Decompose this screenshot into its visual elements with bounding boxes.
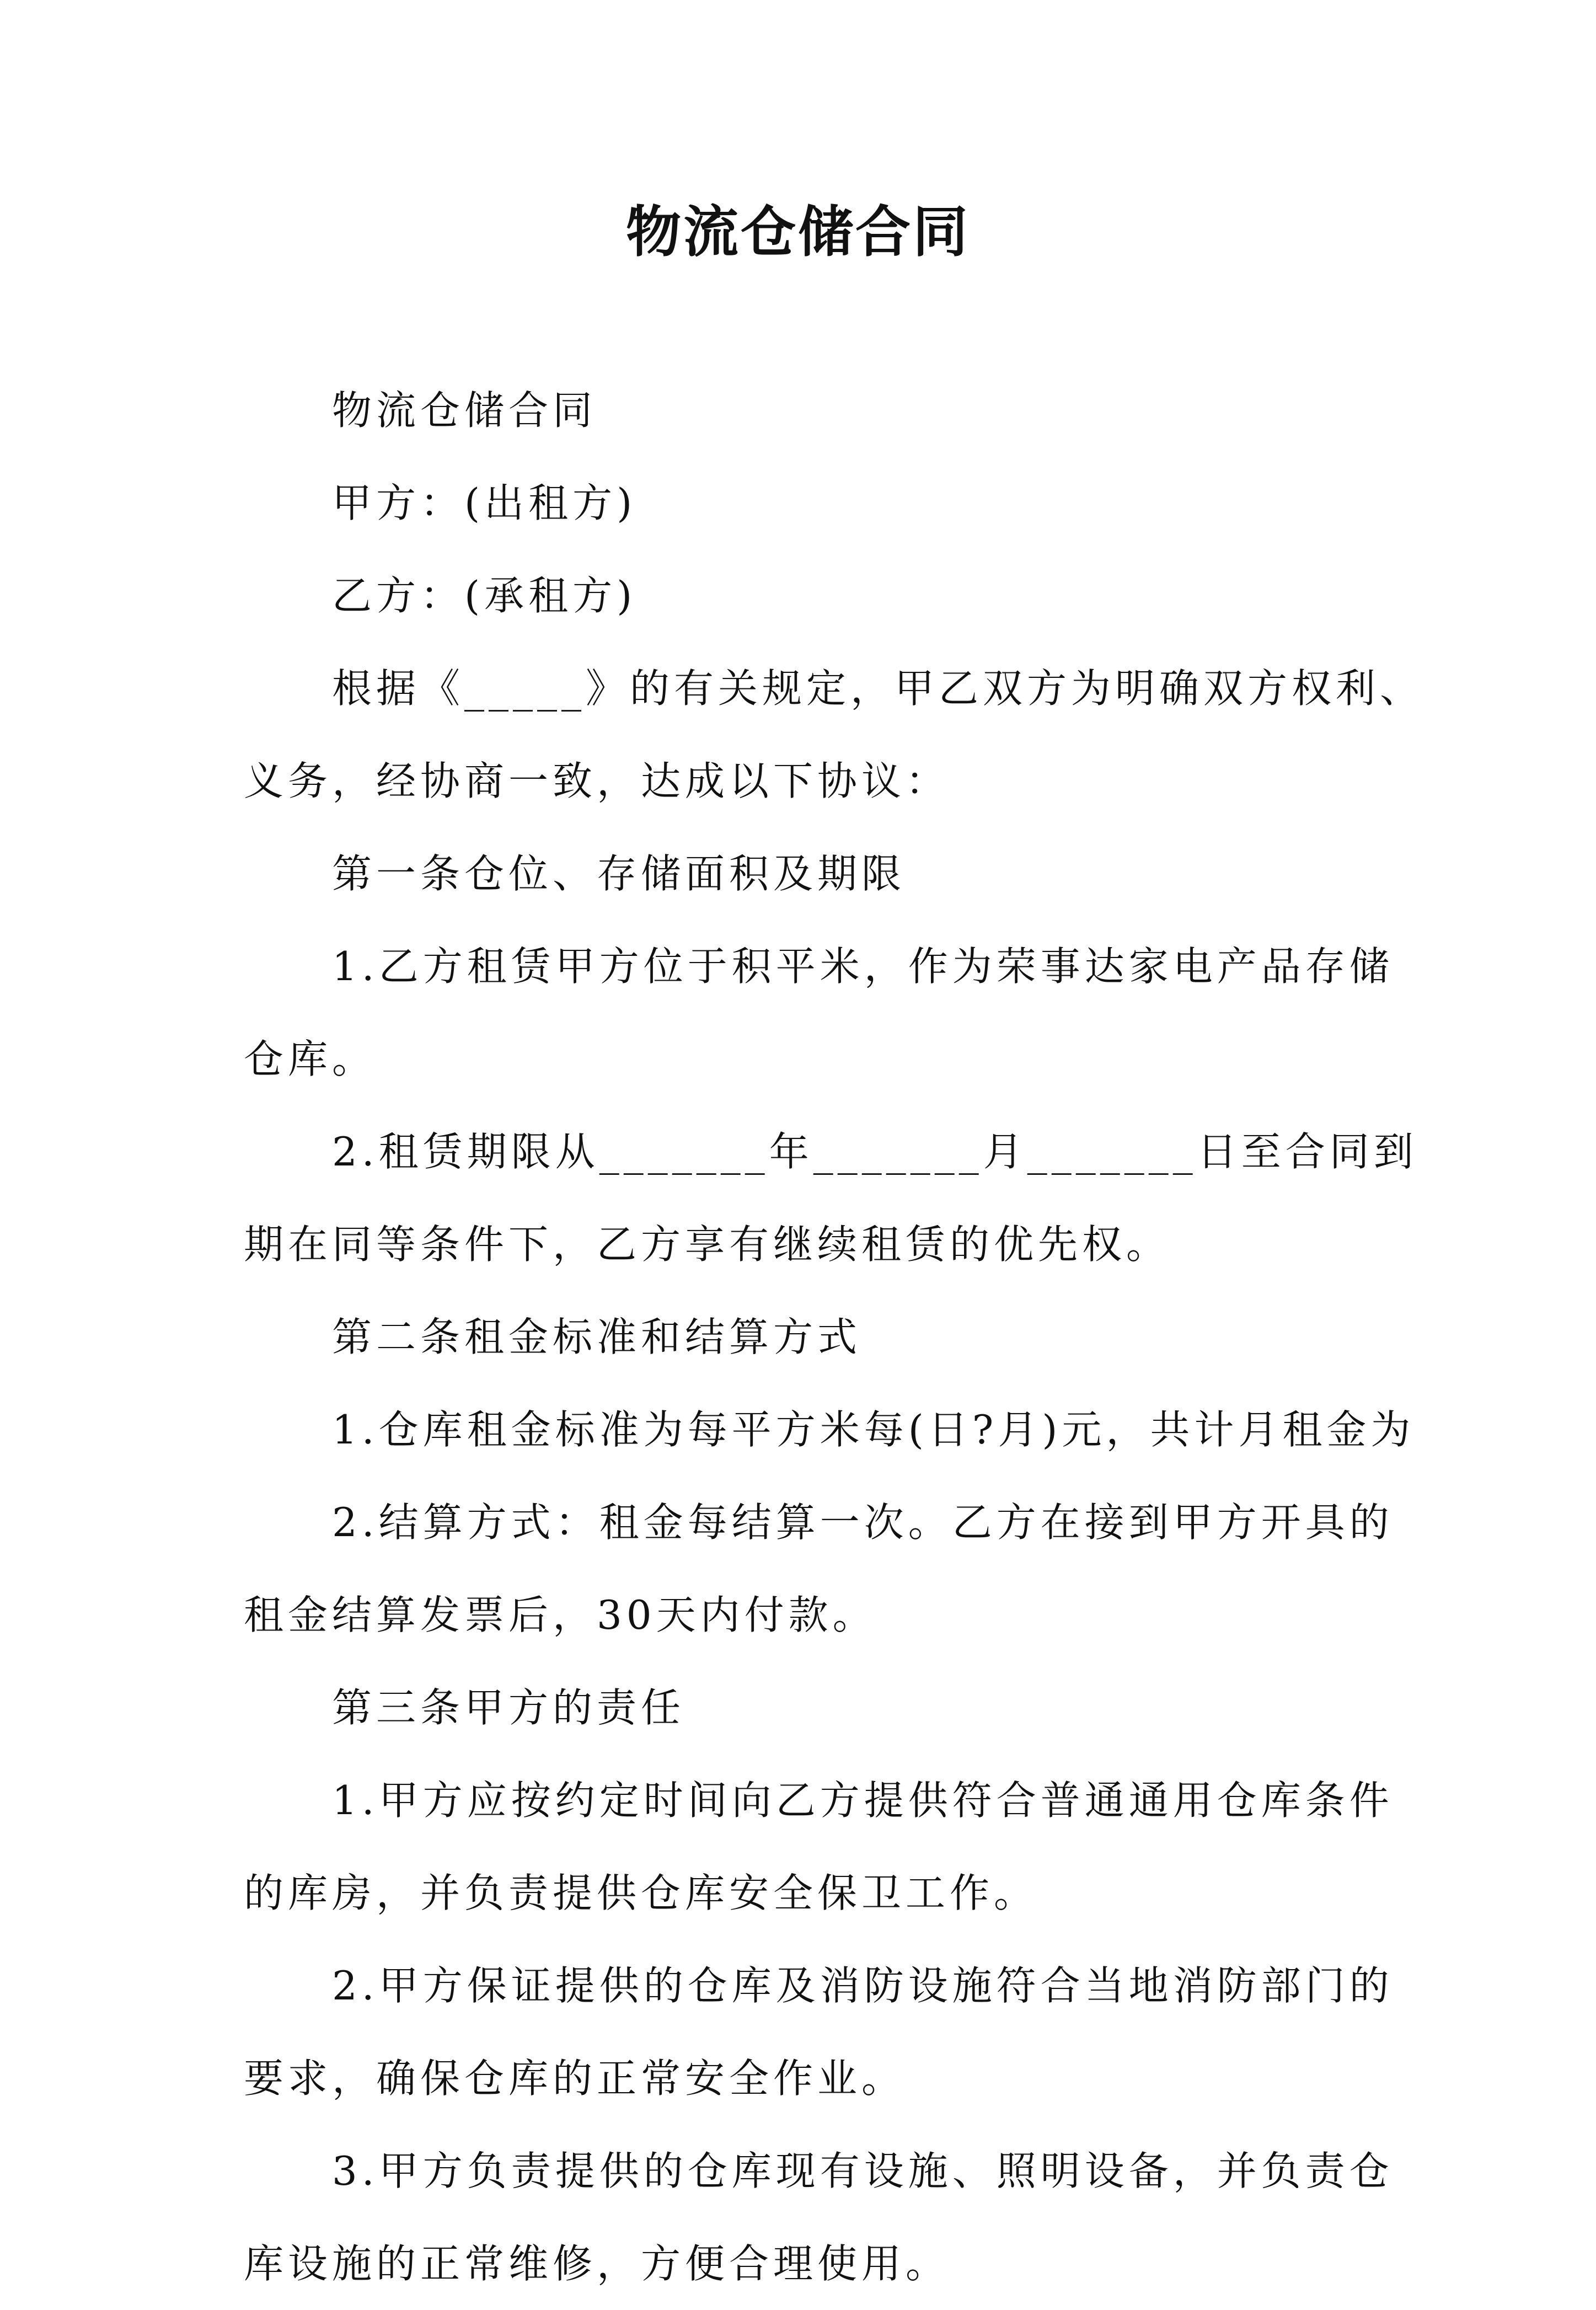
paragraph-article-3-item-2: 2.甲方保证提供的仓库及消防设施符合当地消防部门的要求，确保仓库的正常安全作业。 (244, 1963, 1394, 2102)
paragraph-party-b: 乙方：(承租方) (332, 573, 637, 619)
paragraph-heading: 物流仓储合同 (332, 387, 597, 434)
paragraph-article-3-item-1: 1.甲方应按约定时间向乙方提供符合普通通用仓库条件的库房，并负责提供仓库安全保卫工作。 (244, 1777, 1394, 1916)
paragraph-article-1-item-1: 1.乙方租赁甲方位于积平米，作为荣事达家电产品存储仓库。 (244, 943, 1394, 1082)
paragraph-article-2-item-2: 2.结算方式：租金每结算一次。乙方在接到甲方开具的租金结算发票后，30天内付款。 (244, 1499, 1394, 1638)
paragraph-article-1-item-2: 2.租赁期限从_______年_______月_______日至合同到期在同等条件下，乙方享有继续租赁的优先权。 (244, 1129, 1418, 1268)
paragraph-article-3-item-3: 3.甲方负责提供的仓库现有设施、照明设备，并负责仓库设施的正常维修，方便合理使用。 (244, 2148, 1394, 2287)
document-body (244, 364, 1429, 2310)
paragraph-preamble: 根据《_____》的有关规定，甲乙双方为明确双方权利、义务，经协商一致，达成以下协议： (244, 665, 1424, 804)
paragraph-article-2-item-1: 1.仓库租金标准为每平方米每(日?月)元，共计月租金为 (332, 1407, 1415, 1453)
paragraph-article-3: 第三条甲方的责任 (332, 1685, 685, 1731)
document-title: 物流仓储合同 (626, 199, 970, 264)
paragraph-article-1: 第一条仓位、存储面积及期限 (332, 851, 906, 897)
paragraph-party-a: 甲方：(出租方) (332, 480, 637, 526)
paragraph-article-2: 第二条租金标准和结算方式 (332, 1314, 862, 1360)
